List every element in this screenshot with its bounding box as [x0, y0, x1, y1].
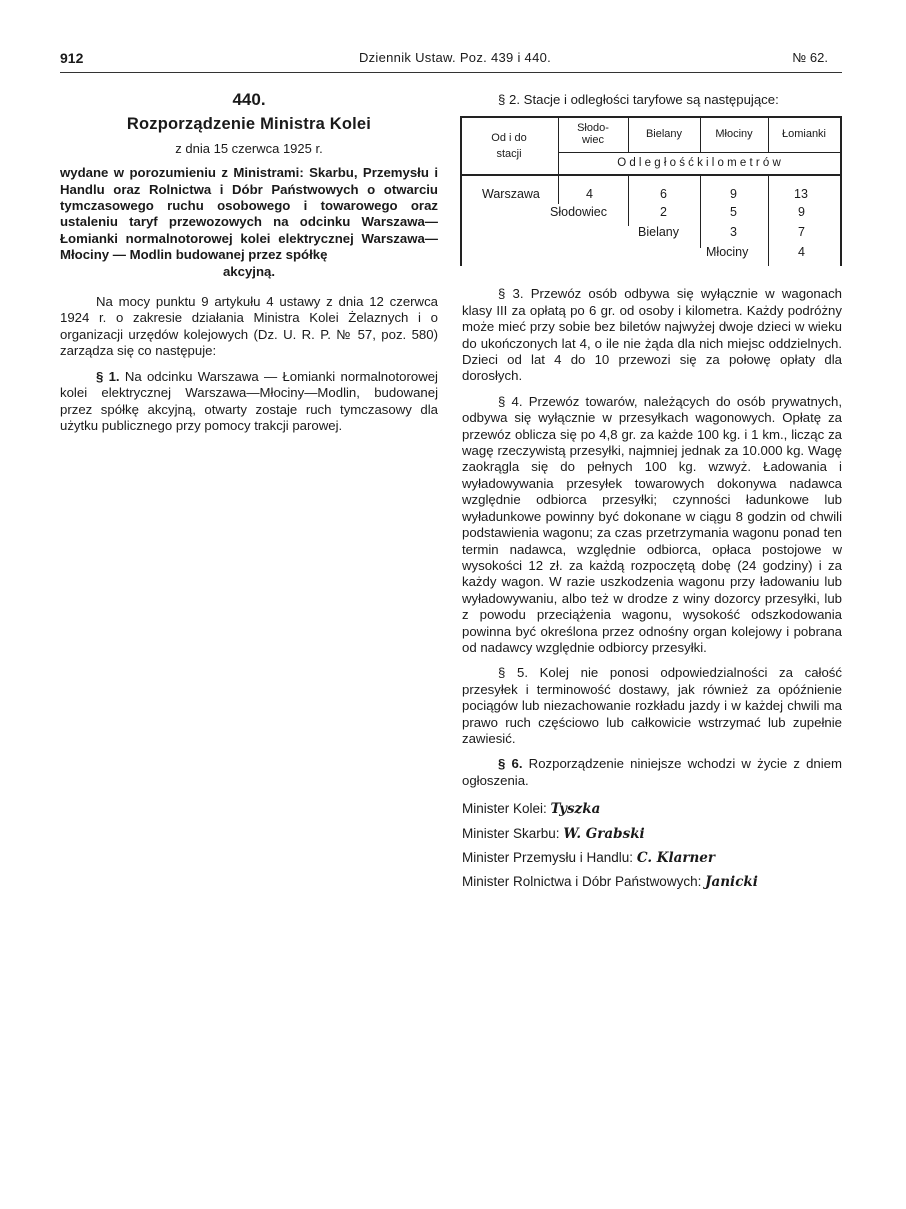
signature-line [462, 826, 842, 842]
section-3-label: § 3. [498, 286, 524, 302]
signature-role: Minister Rolnictwa i Dóbr Państwowych: [462, 874, 702, 890]
table-body-divider [768, 174, 769, 266]
distance-table [460, 116, 842, 276]
table-header-bottom-rule [460, 174, 840, 176]
section-2 [462, 92, 842, 108]
section-2-text: Stacje i odległości taryfowe są następujące: [523, 92, 779, 107]
act-date: z dnia 15 czerwca 1925 r. [175, 140, 323, 156]
table-header-divider [558, 152, 840, 153]
table-header-bielany: Bielany [645, 128, 683, 141]
signature-name: Janicki [705, 874, 758, 891]
section-4-label: § 4. [498, 393, 523, 409]
journal-title: Dziennik Ustaw. Poz. 439 i 440. [358, 50, 552, 65]
left-column [60, 92, 438, 443]
table-header-slodowiec-1: Słodo- [577, 122, 609, 135]
row-warszawa-name: Warszawa [482, 187, 540, 202]
section-2-label: § 2. [498, 92, 520, 107]
table-body-divider [700, 174, 701, 248]
section-1-text: Na odcinku Warszawa — Łomianki normalnotorowej kolei elektrycznej Warszawa—Młociny—Modlin, budowanej przez spółkę akcyjną, otwarty zostaje ruch tymczasowy dla użytku publicznego przy pomocy trakcji parowej. [60, 368, 438, 433]
act-title: Rozporządzenie Ministra Kolei [126, 115, 372, 134]
table-unit-label: O d l e g ł o ś ć k i l o m e t r ó w [617, 157, 781, 170]
table-col-divider [700, 116, 701, 152]
table-header-lomianki: Łomianki [781, 128, 827, 141]
cell-mlociny-lomianki: 4 [798, 245, 805, 260]
section-4 [462, 394, 842, 657]
cell-warszawa-lomianki: 13 [794, 187, 808, 202]
section-3 [462, 286, 842, 384]
issued-end: akcyjną. [222, 263, 276, 279]
header-divider [60, 72, 842, 73]
signature-role: Minister Przemysłu i Handlu: [462, 850, 634, 865]
table-header-mlociny: Młociny [715, 128, 753, 141]
signature-name: Tyszka [550, 801, 601, 818]
cell-slodowiec-bielany: 2 [660, 205, 667, 220]
section-6-text: Rozporządzenie niniejsze wchodzi w życie z dniem ogłoszenia. [462, 756, 842, 788]
page-number: 912 [60, 50, 84, 66]
section-1-label: § 1. [96, 368, 120, 384]
table-body-divider [558, 174, 559, 204]
signature-name: W. Grabski [563, 825, 645, 842]
row-mlociny-name: Młociny [706, 245, 749, 260]
section-5-text: Kolej nie ponosi odpowiedzialności za całość przesyłek i terminowość dostawy, jak również za opóźnienie pociągów lub niezachowanie rozkładu jazdy i w każdej chwili ma prawo ruch częściowo lub całkowicie wstrzymać lub zupełnie zawiesić. [462, 665, 842, 746]
row-bielany-name: Bielany [638, 225, 679, 240]
signature-role: Minister Kolei: [462, 801, 547, 817]
section-3-text: Przewóz osób odbywa się wyłącznie w wagonach klasy III za opłatą po 6 gr. od osoby i kilometra. Każdy podróżny może mieć przy sobie bez biletów najwyżej dwoje dzieci w wieku do ukończonych lat 4, o ile nie żąda dla nich miejsc oddzielnych. Dzieci od lat 4 do 10 przewozi się za połowę opłaty dla dorosłych. [462, 286, 842, 384]
signature-line [462, 801, 842, 817]
table-col-divider [628, 116, 629, 152]
section-4-text: Przewóz towarów, należących do osób prywatnych, odbywa się wyłącznie w przesyłkach wagonowych. Opłatę za przewóz oblicza się po 4,8 gr. za każde 100 kg. i 1 km., licząc za wagę rzeczywistą przesyłki, najmniej jednak za 10.000 kg. Wagę zaokrągla się do pełnych 100 kg. wzwyż. Ładowania i wyładowywania przesyłek towarowych dokonywa nadawca względnie odbiorca przesyłki; czynności ładunkowe lub wyładunkowe powinny być dokonane w ciągu 8 godzin od chwili podstawienia wagonu; za czas przetrzymania wagonu ponad ten termin nadawca, względnie odbiorca, opłaca postojowe w wysokości 12 zł. za każdą rozpoczętą dobę (24 godziny) i za każdy wagon. W razie uszkodzenia wagonu przy ładowaniu lub wyładowywaniu, albo też w drodze z winy dozorcy przesyłki, lub z powodu przeciążenia wagonu, wysokość odszkodowania powinna być określona przez odnośny organ kolejowy i pobrana od nadawcy względnie odbiorcy przesyłki. [462, 393, 843, 655]
row-slodowiec-name: Słodowiec [550, 205, 607, 220]
table-col-divider [768, 116, 769, 152]
section-5 [462, 665, 842, 747]
cell-warszawa-bielany: 6 [660, 187, 667, 202]
cell-bielany-lomianki: 7 [798, 225, 805, 240]
right-column [462, 92, 842, 899]
signature-role: Minister Skarbu: [462, 825, 560, 841]
issued-body: wydane w porozumieniu z Ministrami: Skarbu, Przemysłu i Handlu oraz Rolnictwa i Dóbr Państwowych o otwarciu tymczasowego ruchu osobowego i towarowego oraz ustaleniu taryf przewozowych na odcinku Warszawa—Łomianki normalnotorowej kolei elektrycznej Warszawa—Młociny — Modlin budowanej przez spółkę [60, 165, 438, 263]
section-5-label: § 5. [498, 665, 528, 681]
act-number: 440. [232, 90, 266, 109]
issued-by-text [60, 165, 438, 280]
cell-bielany-mlociny: 3 [730, 225, 737, 240]
cell-warszawa-slodowiec: 4 [586, 187, 593, 202]
table-top-rule [460, 116, 840, 118]
page-header [60, 50, 850, 70]
signatures [462, 801, 842, 891]
signature-name: C. Klarner [636, 850, 715, 866]
table-body-divider [628, 174, 629, 226]
signature-line [462, 850, 842, 866]
section-6-label: § 6. [498, 756, 523, 772]
table-col-divider [558, 116, 559, 174]
cell-warszawa-mlociny: 9 [730, 187, 737, 202]
section-6 [462, 756, 842, 789]
signature-line [462, 874, 842, 890]
issue-number: № 62. [792, 50, 828, 65]
cell-slodowiec-lomianki: 9 [798, 205, 805, 220]
cell-slodowiec-mlociny: 5 [730, 205, 737, 220]
preamble: Na mocy punktu 9 artykułu 4 ustawy z dnia 12 czerwca 1924 r. o zakresie działania Ministra Kolei Żelaznych i o organizacji urzędów kolejowych (Dz. U. R. P. № 57, poz. 580) zarządza się co następuje: [60, 294, 438, 359]
table-header-slodowiec-2: wiec [581, 134, 604, 147]
table-header-from: Od i do [491, 132, 527, 145]
table-header-stacji: stacji [496, 148, 522, 161]
section-1 [60, 369, 438, 435]
